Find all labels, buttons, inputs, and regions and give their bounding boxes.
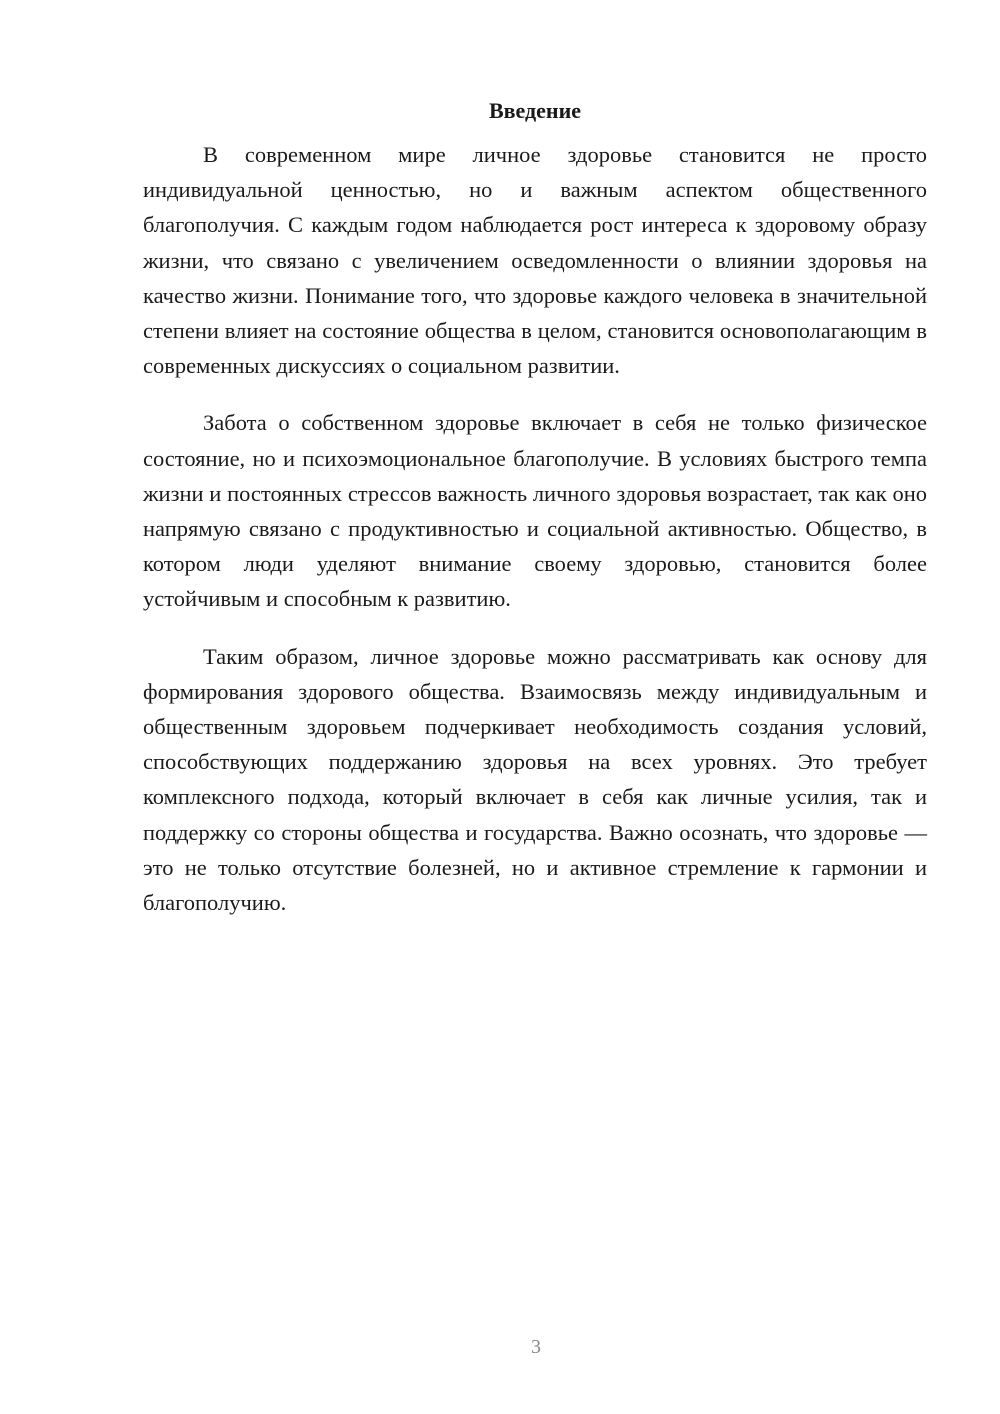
- paragraph-2: Забота о собственном здоровье включает в себя не только физическое состояние, но и психоэмоциональное благополучие. В условиях быстрого темпа жизни и постоянных стрессов важность личного здоровья возрастает, так как оно напрямую связано с продуктивностью и социальной активностью. Общество, в котором люди уделяют внимание своему здоровью, становится более устойчивым и способным к развитию.: [143, 410, 927, 612]
- paragraph-3: Таким образом, личное здоровье можно рассматривать как основу для формирования здорового общества. Взаимосвязь между индивидуальным и общественным здоровьем подчеркивает необходимость создания условий, способствующих поддержанию здоровья на всех уровнях. Это требует комплексного подхода, который включает в себя как личные усилия, так и поддержку со стороны общества и государства. Важно осознать, что здоровье — это не только отсутствие болезней, но и активное стремление к гармонии и благополучию.: [143, 643, 927, 916]
- page-content: [143, 95, 927, 942]
- page-number: 3: [531, 1336, 541, 1358]
- paragraph-1: В современном мире личное здоровье становится не просто индивидуальной ценностью, но и важным аспектом общественного благополучия. С каждым годом наблюдается рост интереса к здоровому образу жизни, что связано с увеличением осведомленности о влиянии здоровья на качество жизни. Понимание того, что здоровье каждого человека в значительной степени влияет на состояние общества в целом, становится основополагающим в современных дискуссиях о социальном развитии.: [143, 142, 927, 379]
- section-heading: Введение: [488, 98, 582, 123]
